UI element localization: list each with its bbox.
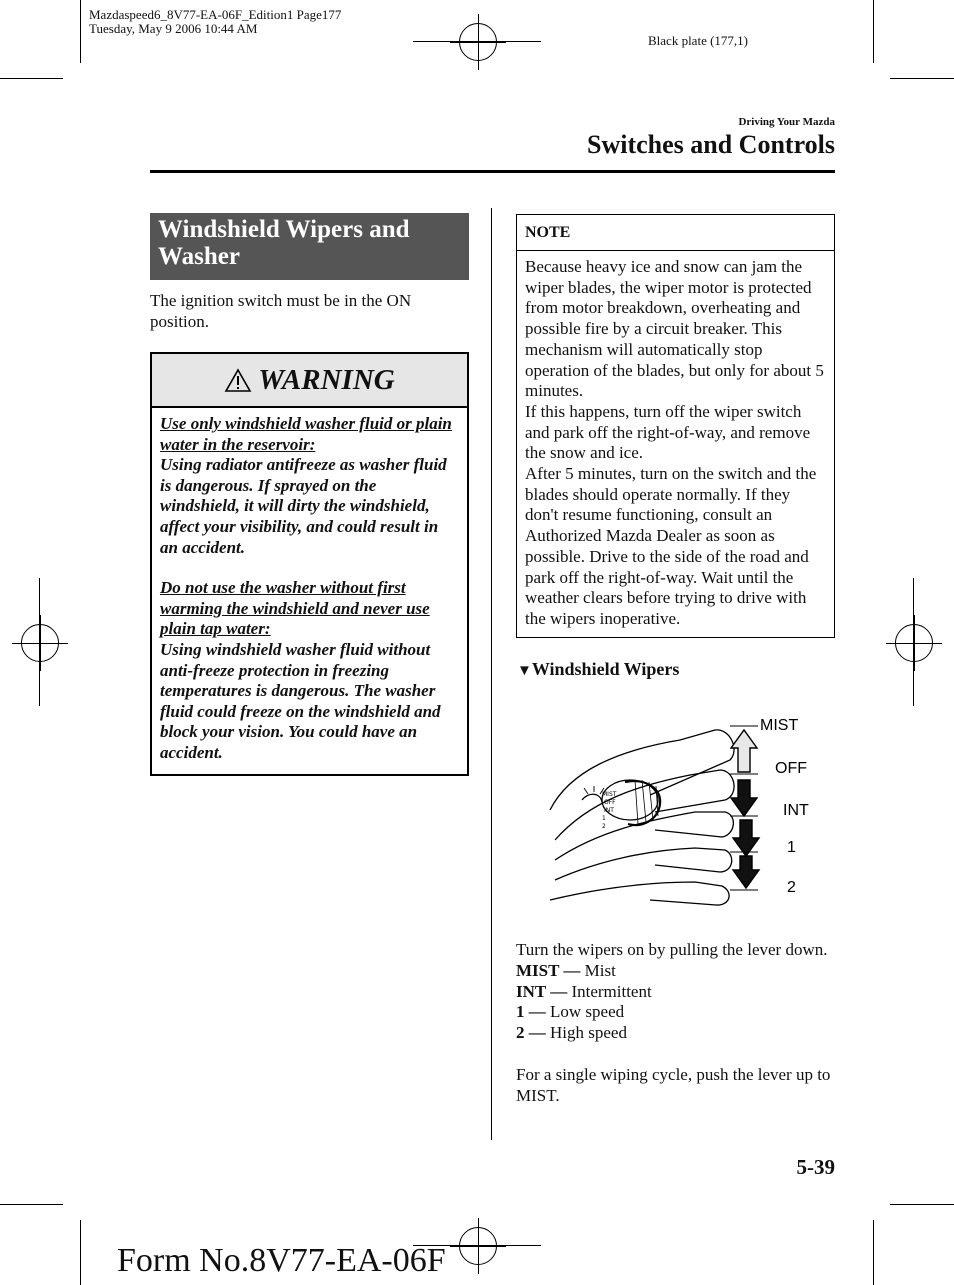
mode-key: 2 (516, 1023, 525, 1043)
wiper-description (516, 940, 836, 1106)
registration-mark (895, 624, 933, 662)
mode-sep: — (524, 1002, 550, 1022)
warning-header (152, 354, 467, 408)
warning-item (160, 414, 459, 558)
warning-item-heading: Do not use the washer without first warming the windshield and never use plain tap water: (160, 578, 430, 639)
form-number: Form No.8V77-EA-06F (117, 1242, 446, 1279)
mode-line (516, 982, 836, 1003)
mode-value: Intermittent (571, 981, 652, 1001)
dial-label: 2 (602, 823, 606, 830)
warning-triangle-icon (224, 368, 252, 393)
dial-label: 1 (602, 815, 606, 822)
note-label: NOTE (517, 215, 834, 251)
crop-mark (913, 578, 914, 706)
crop-mark (80, 0, 81, 63)
mode-value: High speed (550, 1023, 627, 1043)
note-paragraph: Because heavy ice and snow can jam the wiper blades, the wiper motor is protected from motor breakdown, overheating and possible fire by a circuit breaker. This mechanism will automatically stop operation of the blades, but only for about 5 minutes. (525, 257, 824, 401)
mode-line (516, 961, 836, 982)
subsection-title: Windshield Wipers (531, 659, 680, 679)
note-body (517, 251, 834, 636)
page-title: Windshield Wipers and Washer (150, 213, 469, 280)
arrow-down-icon (733, 856, 759, 888)
figure-label: 1 (787, 839, 796, 856)
warning-box (150, 352, 469, 776)
section-label: Driving Your Mazda (738, 116, 835, 128)
slug-line-1: Mazdaspeed6_8V77-EA-06F_Edition1 Page177 (89, 7, 342, 22)
warning-item-text: Using radiator antifreeze as washer fluid is dangerous. If sprayed on the windshield, it will dirty the windshield, affect your visibility, and could result in an accident. (160, 455, 447, 557)
dial-label: MIST (602, 791, 617, 798)
mode-sep: — (524, 1023, 550, 1043)
registration-mark (459, 1227, 497, 1265)
header-rule (150, 170, 835, 173)
mode-key: 1 (516, 1002, 525, 1022)
crop-mark (890, 1204, 954, 1205)
page-number: 5-39 (796, 1155, 835, 1179)
dial-label: OFF (604, 799, 616, 806)
mode-value: Low speed (550, 1002, 625, 1022)
triangle-down-icon: ▼ (517, 663, 532, 679)
intro-text: The ignition switch must be in the ON position. (150, 291, 412, 331)
note-box (516, 214, 835, 638)
dial-label: INT (604, 807, 614, 814)
crop-mark (890, 78, 954, 79)
warning-item (160, 578, 459, 763)
warning-label: WARNING (258, 363, 395, 396)
arrow-up-icon (731, 730, 757, 772)
figure-label: OFF (775, 760, 807, 777)
crop-mark (39, 578, 40, 706)
plate-label: Black plate (177,1) (648, 33, 748, 48)
column-divider (491, 208, 492, 1140)
mode-line (516, 1023, 836, 1044)
warning-item-text: Using windshield washer fluid without anti-freeze protection in freezing temperatures is dangerous. The washer fluid could freeze on the windshield and block your vision. You could have an accident. (160, 639, 441, 762)
mode-sep: — (559, 960, 585, 980)
mode-key: MIST (516, 960, 560, 980)
mode-sep: — (545, 981, 572, 1001)
figure-label: INT (783, 802, 809, 819)
arrow-down-icon (731, 780, 757, 816)
warning-body (152, 408, 467, 790)
note-paragraph: After 5 minutes, turn on the switch and the blades should operate normally. If they don't resume functioning, consult an Authorized Mazda Dealer as soon as possible. Drive to the side of the road and park off the right-of-way. Wait until the weather clears before trying to drive with the wipers inoperative. (525, 464, 817, 628)
description-outro: For a single wiping cycle, push the lever up to MIST. (516, 1064, 831, 1105)
crop-mark (873, 1220, 874, 1285)
section-title: Switches and Controls (586, 130, 835, 159)
figure-label: MIST (760, 717, 799, 734)
mode-value: Mist (584, 960, 616, 980)
file-slug (89, 8, 341, 36)
arrow-down-icon (733, 820, 759, 856)
crop-mark (80, 1220, 81, 1285)
subsection-heading (517, 659, 679, 680)
mode-line (516, 1002, 836, 1023)
note-paragraph: If this happens, turn off the wiper switch and park off the right-of-way, and remove the snow and ice. (525, 401, 811, 463)
registration-mark (459, 23, 497, 61)
mode-key: INT (516, 981, 546, 1001)
wiper-lever-illustration (530, 700, 830, 915)
registration-mark (21, 624, 59, 662)
crop-mark (0, 78, 63, 79)
description-intro: Turn the wipers on by pulling the lever down. (516, 940, 828, 959)
slug-line-2: Tuesday, May 9 2006 10:44 AM (89, 21, 258, 36)
crop-mark (873, 0, 874, 63)
figure-label: 2 (787, 879, 796, 896)
warning-item-heading: Use only windshield washer fluid or plain water in the reservoir: (160, 414, 452, 454)
crop-mark (0, 1204, 63, 1205)
